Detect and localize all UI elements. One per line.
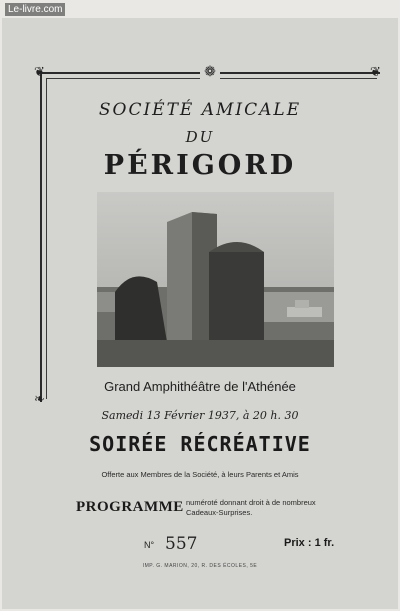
watermark-label: Le-livre.com — [5, 3, 65, 16]
tower-photograph — [97, 192, 334, 367]
venue-label: Grand Amphithéâtre de l'Athénée — [104, 379, 296, 394]
offer-text: Offerte aux Membres de la Société, à leurs Parents et Amis — [101, 470, 299, 479]
society-title-line2: DU — [185, 128, 215, 146]
frame-corner-ornament-icon: ❦ — [34, 65, 45, 80]
number-prefix: N° — [144, 540, 155, 550]
society-title-line1: SOCIÉTÉ AMICALE — [98, 100, 302, 120]
frame-top-ornament-icon: ❁ — [200, 64, 220, 80]
programme-label: PROGRAMME — [76, 499, 184, 515]
programme-note-line1: numéroté donnant droit à de nombreux — [186, 498, 316, 507]
programme-note — [186, 498, 366, 518]
price-label: Prix : 1 fr. — [284, 537, 335, 549]
programme-note-line2: Cadeaux-Surprises. — [186, 508, 253, 517]
printer-imprint: IMP. G. MARION, 20, R. DES ÉCOLES, 5E — [142, 563, 258, 569]
society-title-line3: PÉRIGORD — [103, 150, 297, 181]
serial-number: 557 — [165, 534, 198, 554]
event-date: Samedi 13 Février 1937, à 20 h. 30 — [101, 409, 299, 422]
frame-corner-ornament-icon: ❦ — [370, 65, 381, 80]
event-title: SOIRÉE RÉCRÉATIVE — [89, 432, 311, 456]
frame-corner-ornament-icon: ❧ — [34, 392, 45, 407]
